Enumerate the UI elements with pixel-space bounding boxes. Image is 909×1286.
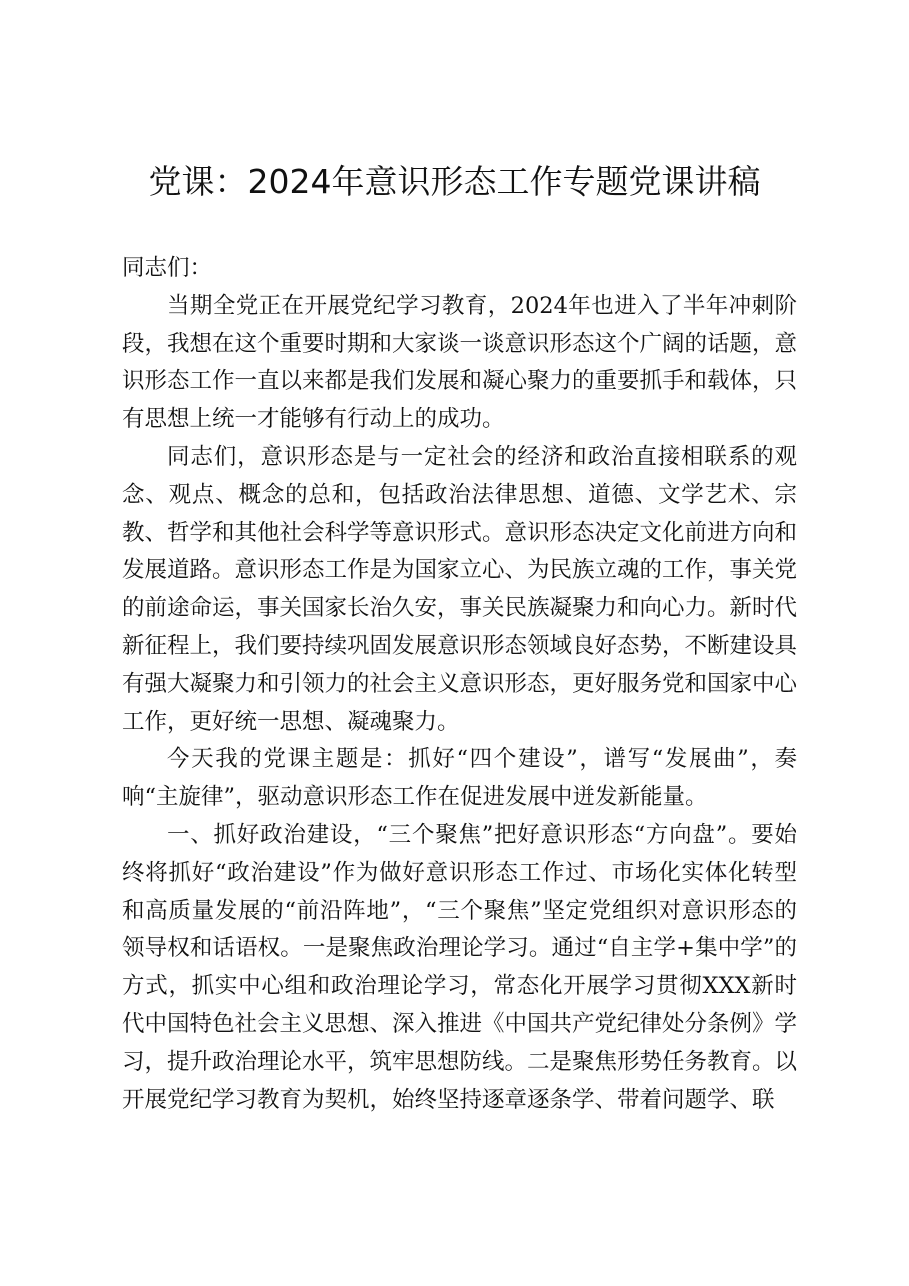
paragraph-section-one: 一、抓好政治建设，“三个聚焦”把好意识形态“方向盘”。要始终将抓好“政治建设”作为做好意识形态工作过、市场化实体化转型和高质量发展的“前沿阵地”，“三个聚焦”坚定党组织对意识形态的领导权和话语权。一是聚焦政治理论学习。通过“自主学+集中学”的方式，抓实中心组和政治理论学习，常态化开展学习贯彻XXX新时代中国特色社会主义思想、深入推进《中国共产党纪律处分条例》学习，提升政治理论水平，筑牢思想防线。二是聚焦形势任务教育。以开展党纪学习教育为契机，始终坚持逐章逐条学、带着问题学、联 [122, 821, 798, 1113]
paragraph-definition: 同志们，意识形态是与一定社会的经济和政治直接相联系的观念、观点、概念的总和，包括政治法律思想、道德、文学艺术、宗教、哲学和其他社会科学等意识形式。意识形态决定文化前进方向和发展道路。意识形态工作是为国家立心、为民族立魂的工作，事关党的前途命运，事关国家长治久安，事关民族凝聚力和向心力。新时代新征程上，我们要持续巩固发展意识形态领域良好态势，不断建设具有强大凝聚力和引领力的社会主义意识形态，更好服务党和国家中心工作，更好统一思想、凝魂聚力。 [122, 443, 798, 735]
paragraph-intro: 当期全党正在开展党纪学习教育，2024年也进入了半年冲刺阶段，我想在这个重要时期和大家谈一谈意识形态这个广阔的话题，意识形态工作一直以来都是我们发展和凝心聚力的重要抓手和载体，只有思想上统一才能够有行动上的成功。 [122, 292, 798, 433]
document-body [122, 250, 797, 1119]
document-title: 党课：2024年意识形态工作专题党课讲稿 [148, 162, 761, 201]
paragraph-theme: 今天我的党课主题是：抓好“四个建设”，谱写“发展曲”，奏响“主旋律”，驱动意识形态工作在促进发展中迸发新能量。 [122, 746, 797, 811]
salutation: 同志们： [122, 255, 213, 281]
